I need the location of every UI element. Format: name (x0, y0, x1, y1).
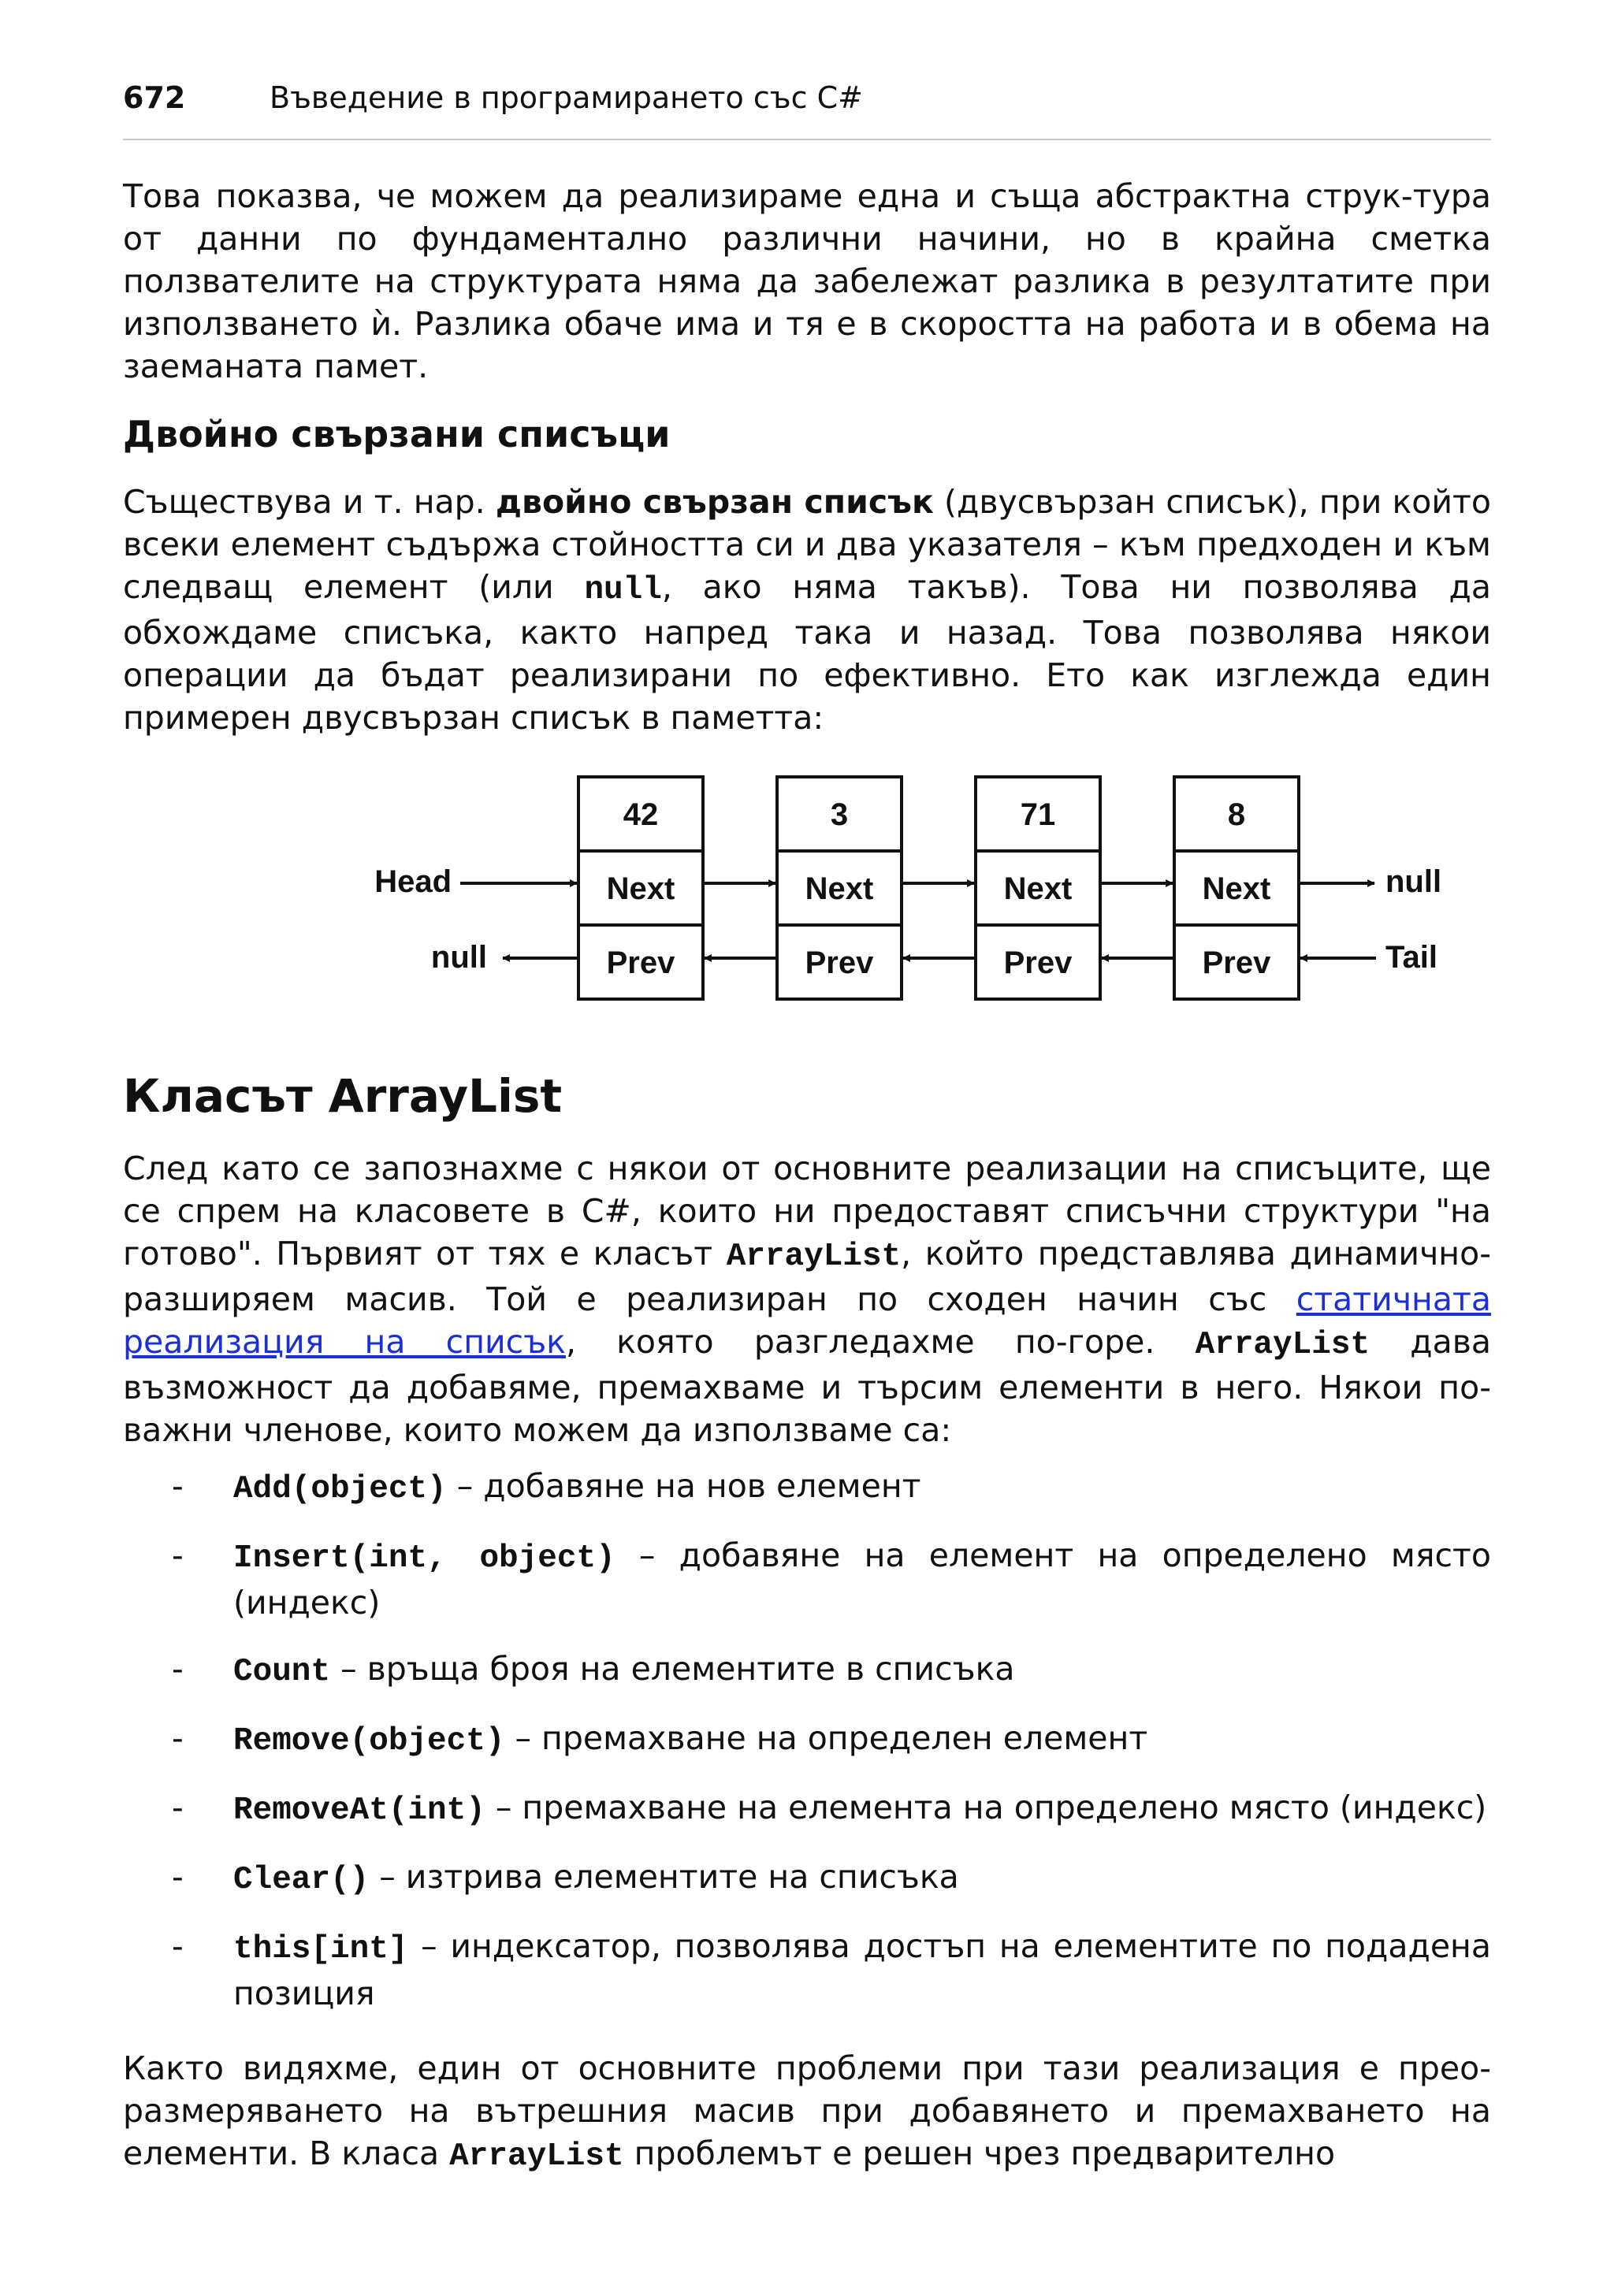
node-value: 8 (1227, 797, 1246, 832)
list-item (123, 1785, 1491, 1833)
member-code: Add(object) (233, 1471, 447, 1507)
node-prev-label: Prev (606, 946, 675, 980)
member-description: – добавяне на елемент на определено място (индекс) (233, 1536, 1491, 1622)
node-value: 42 (623, 797, 659, 832)
node-next-label: Next (1202, 871, 1271, 906)
list-item (123, 1924, 1491, 2016)
inline-code: ArrayList (1195, 1327, 1370, 1363)
list-node (976, 777, 1100, 999)
list-item (123, 1855, 1491, 1902)
node-prev-label: Prev (805, 946, 874, 980)
text-run: , който представлява динамично-разширяем масив. Той е реализиран по сходен начин със (123, 1235, 1491, 1318)
list-dash: - (172, 1789, 184, 1826)
arraylist-paragraph (123, 1147, 1491, 1451)
static-list-link[interactable]: статичната реализация на списък (123, 1280, 1491, 1361)
page-number: 672 (123, 80, 186, 115)
doubly-linked-paragraph (123, 481, 1491, 739)
doubly-linked-list-diagram (359, 771, 1463, 1023)
inline-code: ArrayList (726, 1239, 902, 1275)
member-code: this[int] (233, 1931, 408, 1967)
bold-term: двойно свързан списък (495, 483, 934, 521)
member-code: Count (233, 1654, 331, 1690)
member-description: – премахване на определен елемент (504, 1719, 1148, 1757)
member-code: Remove(object) (233, 1723, 505, 1759)
list-node (777, 777, 902, 999)
node-prev-label: Prev (1202, 946, 1271, 980)
inline-code: null (584, 572, 662, 608)
node-prev-label: Prev (1003, 946, 1073, 980)
list-item (123, 1533, 1491, 1625)
head-label: Head (374, 864, 452, 899)
list-dash: - (172, 1719, 184, 1757)
resizing-paragraph (123, 2047, 1491, 2178)
text-run: След като се запознахме с някои от основните реализации на списъците, ще се спрем на класовете в C#, които ни предоставят списъчни структури "на готово". Първият от тях е класът (123, 1150, 1491, 1272)
node-next-label: Next (606, 871, 675, 906)
text-run: (двусвързан списък), при който всеки елемент съдържа стойността си и два указателя – към предходен и към следващ елемент (или (123, 483, 1492, 606)
list-node (578, 777, 703, 999)
member-description: – добавяне на нов елемент (446, 1467, 921, 1505)
section-heading-arraylist: Класът ArrayList (123, 1069, 563, 1123)
text-run: Съществува и т. нар. (123, 483, 496, 521)
list-dash: - (172, 1467, 184, 1505)
member-description: – индексатор, позволява достъп на елементите по подадена позиция (233, 1927, 1491, 2012)
text-run: Както видяхме, един от основните проблеми при тази реализация е прео-размеряването на вътрешния масив при добавянето и премахването на елементи. В класа (123, 2049, 1491, 2172)
node-value: 3 (830, 797, 849, 832)
tail-label: Tail (1385, 940, 1437, 975)
list-dash: - (172, 1858, 184, 1896)
member-description: – премахване на елемента на определено място (индекс) (485, 1789, 1487, 1826)
list-dash: - (172, 1650, 184, 1688)
inline-code: ArrayList (449, 2138, 624, 2175)
node-next-label: Next (1003, 871, 1073, 906)
list-item (123, 1464, 1491, 1511)
running-title: Въведение в програмирането със C# (270, 80, 863, 115)
right-null-label: null (1385, 864, 1442, 899)
text-run: , която разгледахме по-горе. (565, 1323, 1196, 1361)
node-value: 71 (1020, 797, 1056, 832)
text-run: дава възможност да добавяме, премахваме и търсим елементи в него. Някои по-важни членове, които можем да използваме са: (123, 1323, 1491, 1449)
member-description: – изтрива елементите на списъка (369, 1858, 959, 1896)
intro-paragraph: Това показва, че можем да реализираме една и съща абстрактна струк-тура от данни по фундаментално различни начини, но в крайна сметка ползвателите на структурата няма да забележат разлика в резултатите при използването ѝ. Разлика обаче има и тя е в скоростта на работа и в обема на заеманата памет. (123, 177, 1491, 385)
section-heading-doubly-linked: Двойно свързани списъци (123, 413, 671, 455)
member-code: Clear() (233, 1862, 370, 1898)
list-item (123, 1647, 1491, 1694)
list-dash: - (172, 1536, 184, 1574)
text-run: проблемът е решен чрез предварително (623, 2134, 1336, 2172)
list-node (1174, 777, 1299, 999)
node-next-label: Next (805, 871, 874, 906)
header-rule (123, 139, 1491, 140)
member-code: Insert(int, object) (233, 1540, 615, 1577)
text-run: , ако няма такъв). Това ни позволява да обхождаме списъка, както напред така и назад. Това позволява някои операции да бъдат реализирани по ефективно. Ето как изглежда един примерен двусвързан списък в паметта: (123, 568, 1491, 737)
arraylist-members-list (123, 1464, 1491, 2016)
left-null-label: null (430, 940, 487, 975)
member-code: RemoveAt(int) (233, 1793, 485, 1829)
list-dash: - (172, 1927, 184, 1965)
page-header (123, 80, 1491, 120)
list-item (123, 1716, 1491, 1763)
member-description: – връща броя на елементите в списъка (330, 1650, 1015, 1688)
